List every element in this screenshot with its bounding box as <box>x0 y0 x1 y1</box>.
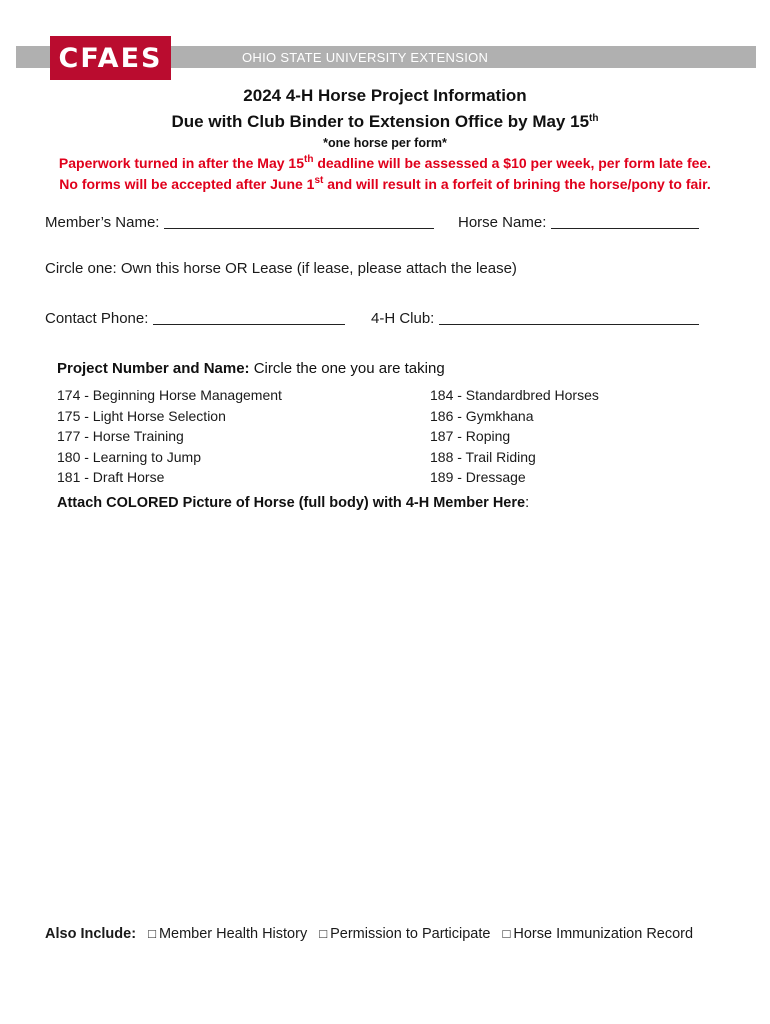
project-heading: Project Number and Name: Circle the one you are taking <box>57 360 445 377</box>
project-option[interactable]: 180 - Learning to Jump <box>57 448 201 465</box>
club-field[interactable] <box>439 310 699 325</box>
project-option[interactable]: 181 - Draft Horse <box>57 469 165 486</box>
checkbox-icon[interactable]: □ <box>319 926 328 941</box>
forfeit-warning: No forms will be accepted after June 1st and will result in a forfeit of brining the horse/pony to fair. <box>59 175 711 192</box>
member-name-label: Member’s Name: <box>45 214 160 231</box>
contact-phone-label: Contact Phone: <box>45 310 149 327</box>
late-fee-warning: Paperwork turned in after the May 15th deadline will be assessed a $10 per week, per form late fee. <box>58 154 712 171</box>
project-option[interactable]: 184 - Standardbred Horses <box>430 387 599 403</box>
include-item: Horse Immunization Record <box>513 926 694 942</box>
cfaes-logo <box>50 36 171 80</box>
member-name-field[interactable] <box>164 214 434 229</box>
project-option[interactable]: 175 - Light Horse Selection <box>57 407 226 424</box>
contact-phone-field[interactable] <box>153 310 345 325</box>
club-label: 4-H Club: <box>371 310 435 327</box>
project-option[interactable]: 187 - Roping <box>430 428 511 445</box>
contact-phone-row <box>45 310 345 327</box>
include-item: Member Health History <box>158 926 308 942</box>
project-option[interactable]: 189 - Dressage <box>430 469 526 486</box>
also-include-label: Also Include: <box>45 926 137 942</box>
club-row <box>371 310 699 327</box>
horse-name-field[interactable] <box>551 214 699 229</box>
horse-name-row <box>458 214 699 231</box>
extension-text: OHIO STATE UNIVERSITY EXTENSION <box>242 50 489 65</box>
member-name-row <box>45 214 434 231</box>
one-horse-note: *one horse per form* <box>323 136 447 150</box>
ownership-line: Circle one: Own this horse OR Lease (if lease, please attach the lease) <box>45 260 517 277</box>
horse-name-label: Horse Name: <box>458 214 547 231</box>
form-subtitle: Due with Club Binder to Extension Office by May 15th <box>171 112 599 131</box>
project-option[interactable]: 186 - Gymkhana <box>430 407 534 424</box>
project-option[interactable]: 174 - Beginning Horse Management <box>57 387 282 403</box>
attach-picture-instruction: Attach COLORED Picture of Horse (full body) with 4-H Member Here: <box>57 495 530 511</box>
project-list-left <box>57 385 282 488</box>
project-option[interactable]: 188 - Trail Riding <box>430 448 536 465</box>
also-include-row <box>45 926 693 942</box>
logo-text: CFAES <box>58 42 163 74</box>
checkbox-icon[interactable]: □ <box>148 926 156 941</box>
checkbox-icon[interactable]: □ <box>502 926 511 941</box>
form-title: 2024 4-H Horse Project Information <box>243 86 527 105</box>
project-option[interactable]: 177 - Horse Training <box>57 428 184 445</box>
include-item: Permission to Participate <box>330 926 491 942</box>
project-list-right <box>430 385 599 488</box>
